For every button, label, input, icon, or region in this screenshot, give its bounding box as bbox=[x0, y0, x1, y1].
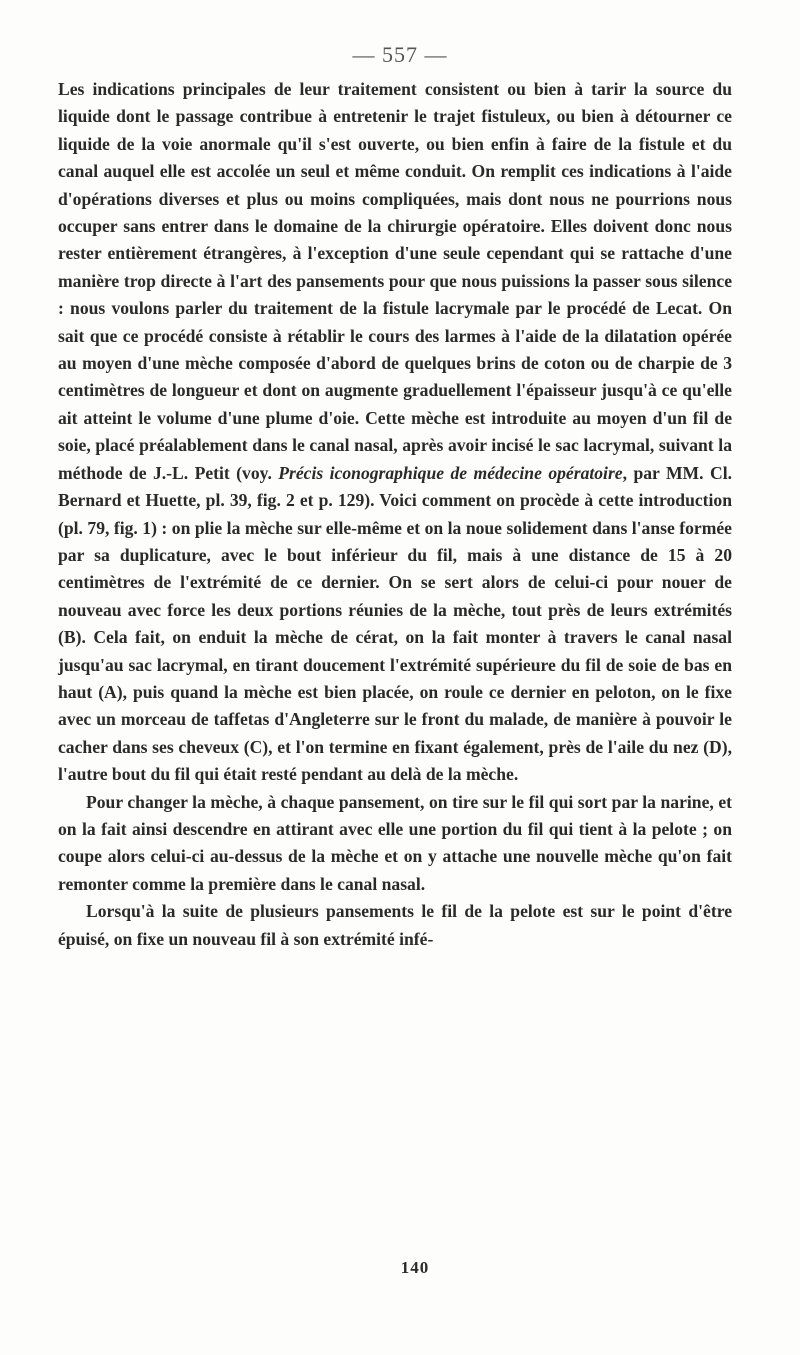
paragraph-1-text-end: , par MM. Cl. Bernard et Huette, pl. 39, fig. 2 et p. 129). Voici comment on procède à cette introduction (pl. 79, fig. 1) : on plie la mèche sur elle-même et on la noue solidement dans l'anse formée par sa duplicature, avec le bout inférieur du fil, mais à une distance de 15 à 20 centimètres de l'extrémité de ce dernier. On se sert alors de celui-ci pour nouer de nouveau avec force les deux portions réunies de la mèche, tout près de leurs extrémités (B). Cela fait, on enduit la mèche de cérat, on la fait monter à travers le canal nasal jusqu'au sac lacrymal, en tirant doucement l'extrémité supérieure du fil de soie de bas en haut (A), puis quand la mèche est bien placée, on roule ce dernier en peloton, on le fixe avec un morceau de taffetas d'Angleterre sur le front du malade, de manière à pouvoir le cacher dans ses cheveux (C), et l'on termine en fixant également, près de l'aile du nez (D), l'autre bout du fil qui était resté pendant au delà de la mèche. bbox=[58, 462, 732, 785]
paragraph-1 bbox=[58, 76, 732, 789]
paragraph-2: Pour changer la mèche, à chaque pansement, on tire sur le fil qui sort par la narine, et on la fait ainsi descendre en attirant avec elle une portion du fil qui tient à la pelote ; on coupe alors celui-ci au-dessus de la mèche et on y attache une nouvelle mèche qu'on fait remonter comme la première dans le canal nasal. bbox=[58, 791, 732, 894]
paragraph-3: Lorsqu'à la suite de plusieurs pansements le fil de la pelote est sur le point d'être épuisé, on fixe un nouveau fil à son extrémité infé- bbox=[58, 901, 732, 949]
signature-mark: 140 bbox=[400, 1258, 430, 1277]
body-text bbox=[58, 76, 732, 953]
paragraph-1-text-start: Les indications principales de leur traitement consistent ou bien à tarir la source du liquide dont le passage contribue à entretenir le trajet fistuleux, ou bien à détourner ce liquide de la voie anormale qu'il s'est ouverte, ou bien enfin à faire de la fistule et du canal auquel elle est accolée un seul et même conduit. On remplit ces indications à l'aide d'opérations diverses et plus ou moins compliquées, mais dont nous ne pourrions nous occuper sans entrer dans le domaine de la chirurgie opératoire. Elles doivent donc nous rester entièrement étrangères, à l'exception d'une seule cependant qui se rattache d'une manière trop directe à l'art des pansements pour que nous puissions la passer sous silence : nous voulons parler du traitement de la fistule lacrymale par le procédé de Lecat. On sait que ce procédé consiste à rétablir le cours des larmes à l'aide de la dilatation opérée au moyen d'une mèche composée d'abord de quelques brins de coton ou de charpie de 3 centimètres de longueur et dont on augmente graduellement l'épaisseur jusqu'à ce qu'elle ait atteint le volume d'une plume d'oie. Cette mèche est introduite au moyen d'un fil de soie, placé préalablement dans le canal nasal, après avoir incisé le sac lacrymal, suivant la méthode de J.-L. Petit (voy. bbox=[58, 79, 732, 483]
book-title-citation: Précis iconographique de médecine opératoire bbox=[278, 462, 623, 483]
page-number: — 557 — bbox=[352, 42, 448, 67]
